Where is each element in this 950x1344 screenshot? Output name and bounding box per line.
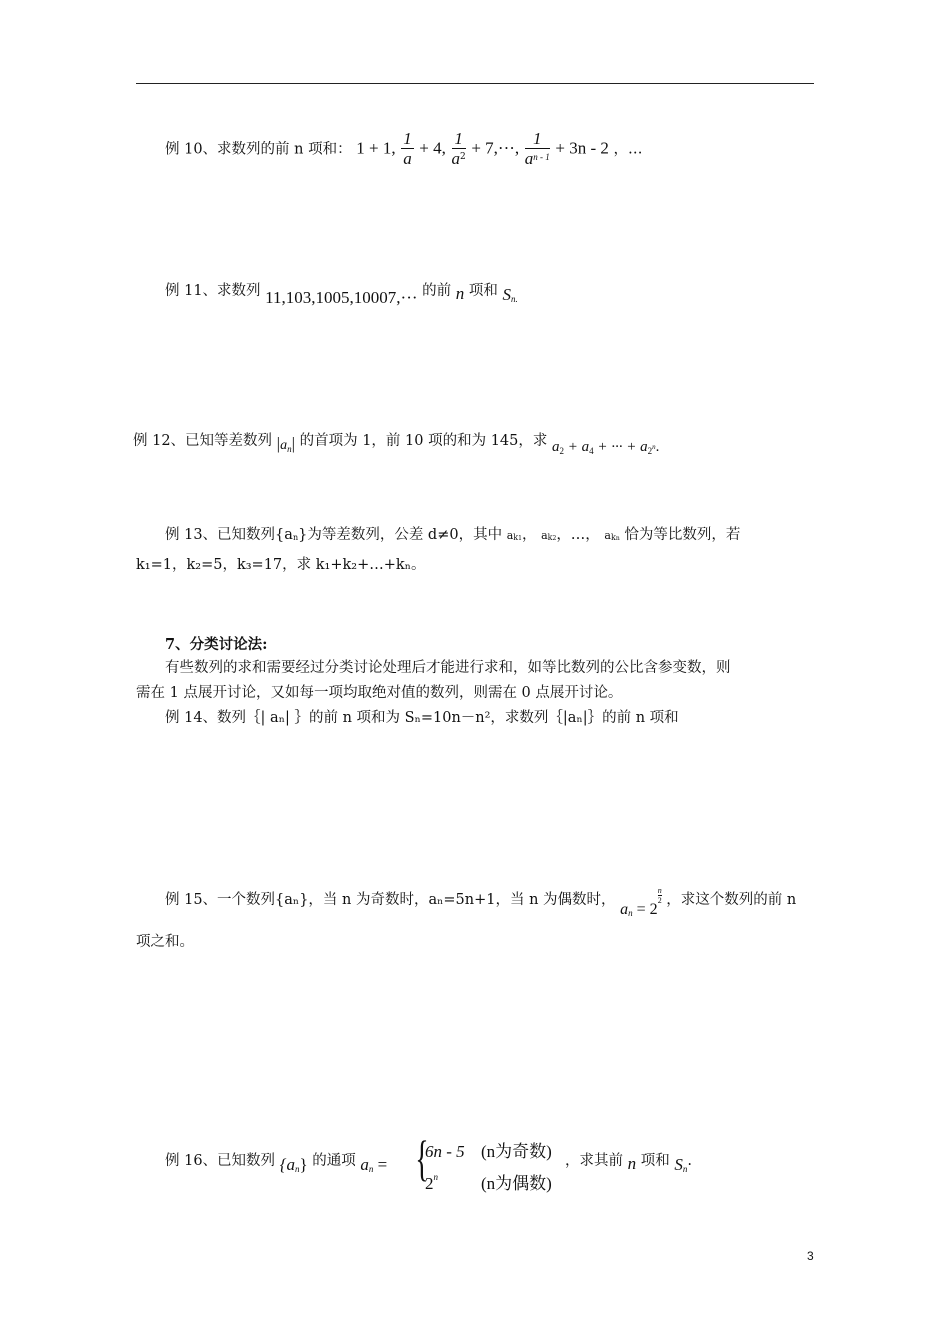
example-12-mid: 的首项为 1，前 10 项的和为 145，求 bbox=[299, 433, 548, 449]
example-11-prefix: 例 11、求数列 bbox=[165, 283, 261, 299]
example-15-line1: 例 15、一个数列{aₙ}，当 n 为奇数时，aₙ=5n+1，当 n 为偶数时， $a_n = 2$ $\frac{n}{2}$ ，求这个数列的前 n bbox=[165, 886, 797, 918]
example-11-sequence: 11,103,1005,10007,··· bbox=[265, 288, 418, 307]
example-16-set: $\{a_n\}$ bbox=[279, 1155, 308, 1174]
example-13-ak2: $a_{k2}$ bbox=[541, 529, 557, 542]
example-13-akn: $a_{kn}$ bbox=[604, 529, 620, 542]
example-11: 例 11、求数列 11,103,1005,10007,··· 的前 n 项和 $S_{n.}$ bbox=[165, 283, 518, 307]
example-16-tail: ，求其前 n 项和 $S_n$. bbox=[565, 1153, 692, 1174]
example-11-S: S bbox=[502, 285, 511, 304]
example-15-line2: 项之和。 bbox=[136, 934, 194, 950]
example-10-term4: + 3n - 2 bbox=[555, 138, 609, 158]
header-rule bbox=[136, 83, 814, 84]
example-11-suffix: 项和 bbox=[468, 283, 498, 299]
example-10-term2: + 4, bbox=[419, 138, 446, 158]
section-7-para-line2: 需在 1 点展开讨论，又如每一项均取绝对值的数列，则需在 0 点展开讨论。 bbox=[136, 685, 623, 701]
example-16-prefix-group: 例 16、已知数列 $\{a_n\}$ 的通项 $a_n$ = bbox=[165, 1153, 388, 1174]
example-16-case2: 2$^n$ (n为偶数) bbox=[425, 1172, 552, 1193]
example-13-line2: k₁=1，k₂=5，k₃=17，求 k₁+k₂+…+kₙ。 bbox=[136, 557, 426, 573]
section-7-heading: 7、分类讨论法: bbox=[165, 636, 268, 653]
example-11-n: n bbox=[455, 284, 465, 303]
example-12 bbox=[133, 430, 660, 456]
example-13-ak1: $a_{k1}$ bbox=[506, 529, 522, 542]
example-15-formula: $a_n = 2$ $\frac{n}{2}$ bbox=[620, 886, 662, 918]
example-14: 例 14、数列｛| aₙ| ｝的前 n 项和为 Sₙ=10n－n²，求数列｛|aₙ|｝的前 n 项和 bbox=[165, 710, 679, 726]
example-11-mid: 的前 bbox=[422, 283, 452, 299]
example-16-an: $a_n$ = bbox=[360, 1155, 388, 1174]
example-12-prefix: 例 12、已知等差数列 bbox=[133, 433, 273, 449]
section-7-para-line1: 有些数列的求和需要经过分类讨论处理后才能进行求和，如等比数列的公比含参变数，则 bbox=[165, 660, 731, 676]
example-16-case1: 6n - 5 (n为奇数) bbox=[425, 1142, 552, 1161]
example-12-expr: $a_2 + a_4$ + ··· + $a_{2^n}$. bbox=[552, 439, 660, 456]
example-12-an: $|a_n|$ bbox=[276, 434, 295, 454]
example-10-frac2: $\frac{1}{a^2}$ bbox=[451, 129, 466, 168]
example-16-brace: { bbox=[415, 1130, 429, 1186]
example-10-frac1: $\frac{1}{a}$ bbox=[403, 129, 412, 168]
page-number: 3 bbox=[807, 1249, 814, 1263]
example-10-suffix: ，… bbox=[613, 141, 643, 158]
example-10-term1: 1 + 1, bbox=[356, 138, 396, 158]
example-10-prefix: 例 10、求数列的前 n 项和： bbox=[165, 141, 352, 158]
example-13-line1: 例 13、已知数列$\{a_n\}$为等差数列，公差 d≠0，其中 $a_{k1}$， $a_{k2}$，…， $a_{kn}$ 恰为等比数列，若 bbox=[165, 527, 741, 543]
example-10-term3: + 7,···, bbox=[471, 138, 520, 158]
example-10-frac3: $\frac{1}{a^{n - 1}}$ bbox=[524, 129, 550, 168]
example-10 bbox=[165, 130, 643, 169]
